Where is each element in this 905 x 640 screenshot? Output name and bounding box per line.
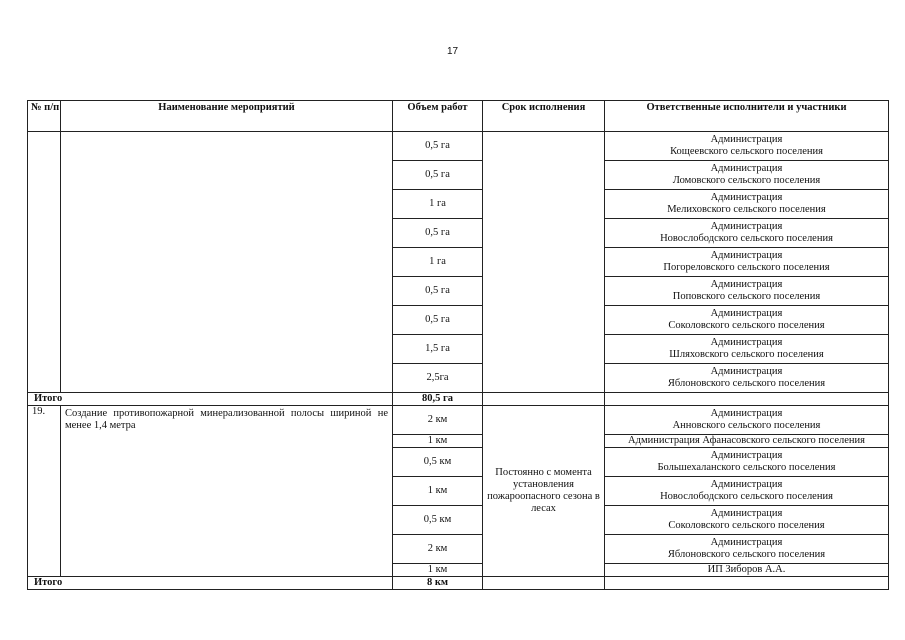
responsible-line-1: Администрация — [710, 408, 783, 419]
responsible-line-2: Соколовского сельского поселения — [668, 320, 825, 331]
responsible-line-1: Администрация — [710, 192, 783, 203]
total-row-2 — [28, 577, 889, 590]
responsible-line-2: Яблоновского сельского поселения — [667, 549, 826, 560]
term-cell — [483, 132, 605, 393]
volume-cell: 0,5 км — [393, 448, 483, 477]
volume-cell: 2 км — [393, 535, 483, 564]
responsible-line-1: Администрация — [710, 537, 783, 548]
responsible-line-2: Яблоновского сельского поселения — [667, 378, 826, 389]
responsible-cell — [605, 477, 889, 506]
responsible-line-2: Поповского сельского поселения — [672, 291, 821, 302]
responsible-line-2: Новослободского сельского поселения — [660, 233, 833, 244]
responsible-line-1: Администрация — [710, 366, 783, 377]
header-row — [28, 101, 889, 132]
table-row — [28, 132, 889, 161]
volume-cell: 2 км — [393, 406, 483, 435]
volume-cell: 1 км — [393, 435, 483, 448]
responsible-line-2: Анновского сельского поселения — [672, 420, 821, 431]
responsible-cell — [605, 132, 889, 161]
block1 — [28, 132, 889, 393]
total-label-1: Итого — [28, 393, 393, 406]
responsible-cell — [605, 277, 889, 306]
volume-cell: 0,5 га — [393, 132, 483, 161]
event-name: Создание противопожарной минерализованной полосы шириной не менее 1,4 метра — [61, 406, 393, 577]
responsible-cell — [605, 161, 889, 190]
term-text: Постоянно с момента установления пожароопасного сезона в лесах — [483, 406, 605, 577]
volume-cell: 0,5 га — [393, 161, 483, 190]
responsible-line-2: Соколовского сельского поселения — [668, 520, 825, 531]
events-table — [27, 100, 889, 590]
responsible-line-1: ИП Зиборов А.А. — [707, 564, 786, 575]
responsible-cell — [605, 364, 889, 393]
responsible-line-2: Погореловского сельского поселения — [663, 262, 830, 273]
responsible-cell — [605, 564, 889, 577]
volume-cell: 0,5 га — [393, 277, 483, 306]
page-number: 17 — [446, 46, 459, 57]
volume-cell: 2,5га — [393, 364, 483, 393]
volume-cell: 0,5 га — [393, 219, 483, 248]
responsible-cell — [605, 335, 889, 364]
volume-cell: 1 га — [393, 190, 483, 219]
responsible-line-1: Администрация — [710, 279, 783, 290]
header-num: № п/п — [28, 101, 61, 132]
responsible-line-2: Кощеевского сельского поселения — [670, 146, 823, 157]
responsible-cell — [605, 406, 889, 435]
responsible-cell — [605, 219, 889, 248]
block2 — [28, 406, 889, 577]
responsible-cell — [605, 306, 889, 335]
item-number: 19. — [28, 406, 61, 577]
responsible-line-2: Ломовского сельского поселения — [672, 175, 821, 186]
volume-cell: 1 км — [393, 477, 483, 506]
responsible-line-2: Большехаланского сельского поселения — [657, 462, 836, 473]
responsible-line-1: Администрация — [710, 450, 783, 461]
responsible-cell — [605, 448, 889, 477]
header-volume: Объем работ — [393, 101, 483, 132]
volume-cell: 1 га — [393, 248, 483, 277]
table-row — [28, 406, 889, 435]
responsible-line-1: Администрация Афанасовского сельского поселения — [628, 435, 865, 446]
responsible-cell — [605, 506, 889, 535]
responsible-line-1: Администрация — [710, 163, 783, 174]
responsible-line-1: Администрация — [710, 308, 783, 319]
responsible-line-1: Администрация — [710, 479, 783, 490]
header-name: Наименование мероприятий — [61, 101, 393, 132]
num-cell — [28, 132, 61, 393]
responsible-line-2: Мелиховского сельского поселения — [667, 204, 826, 215]
volume-cell: 1,5 га — [393, 335, 483, 364]
total-value-1: 80,5 га — [393, 393, 483, 406]
responsible-line-1: Администрация — [710, 508, 783, 519]
total-value-2: 8 км — [393, 577, 483, 590]
volume-cell: 1 км — [393, 564, 483, 577]
total-row-1 — [28, 393, 889, 406]
total-label-2: Итого — [28, 577, 393, 590]
responsible-cell — [605, 535, 889, 564]
volume-cell: 0,5 км — [393, 506, 483, 535]
responsible-cell — [605, 248, 889, 277]
responsible-cell — [605, 435, 889, 448]
responsible-line-2: Новослободского сельского поселения — [660, 491, 833, 502]
responsible-line-1: Администрация — [710, 221, 783, 232]
responsible-line-1: Администрация — [710, 134, 783, 145]
responsible-cell — [605, 190, 889, 219]
name-cell — [61, 132, 393, 393]
responsible-line-2: Шляховского сельского поселения — [669, 349, 824, 360]
header-term: Срок исполнения — [483, 101, 605, 132]
responsible-line-1: Администрация — [710, 337, 783, 348]
responsible-line-1: Администрация — [710, 250, 783, 261]
volume-cell: 0,5 га — [393, 306, 483, 335]
header-responsible: Ответственные исполнители и участники — [605, 101, 889, 132]
